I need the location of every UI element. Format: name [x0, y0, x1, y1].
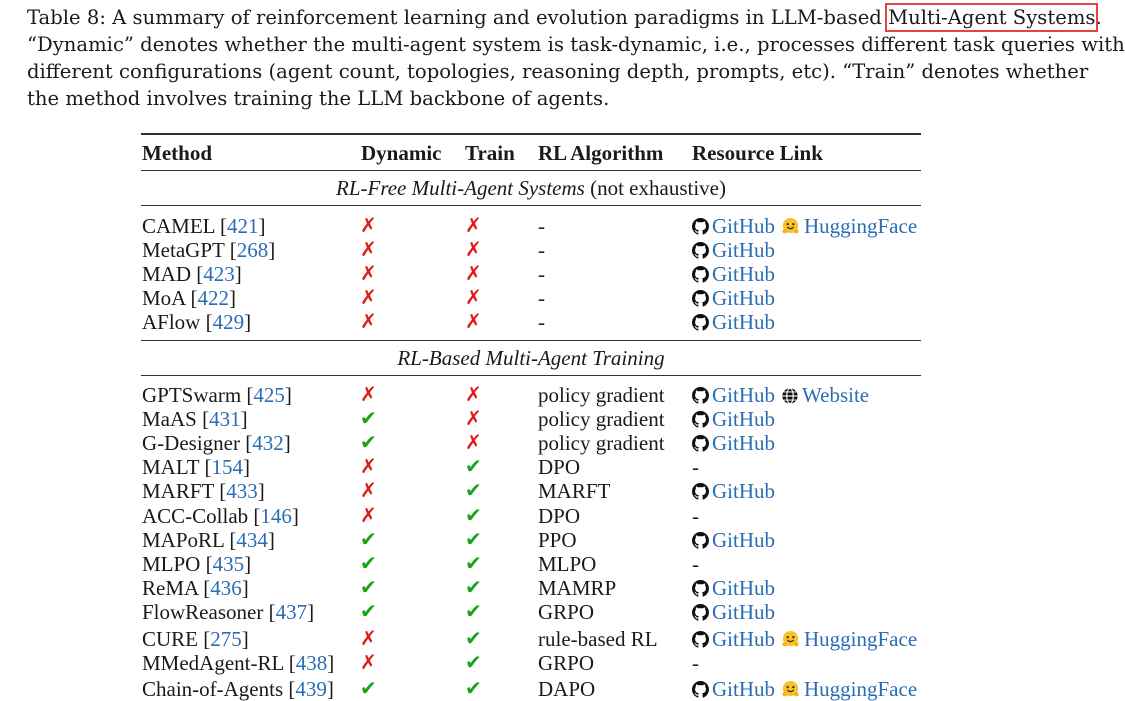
section-title-rl-based: RL-Based Multi-Agent Training — [397, 346, 665, 370]
check-icon: ✔ — [465, 529, 482, 551]
ref-bracket: [ — [203, 576, 211, 600]
github-icon — [692, 310, 712, 334]
resource-link-cell — [692, 528, 775, 552]
citation-link[interactable]: 436 — [210, 576, 242, 600]
rl-algorithm-cell: policy gradient — [538, 383, 665, 407]
check-icon: ✔ — [465, 456, 482, 478]
check-icon: ✔ — [360, 601, 377, 623]
github-link[interactable] — [692, 576, 775, 600]
ref-bracket: ] — [241, 627, 249, 651]
rl-algorithm-cell: policy gradient — [538, 407, 665, 431]
rl-algorithm-cell: MARFT — [538, 479, 611, 503]
ref-bracket: ] — [326, 677, 334, 701]
citation-link[interactable]: 268 — [236, 238, 269, 262]
link-label: GitHub — [712, 214, 775, 238]
link-label: GitHub — [712, 238, 775, 262]
header-train: Train — [465, 141, 515, 165]
link-label: GitHub — [712, 600, 775, 624]
method-name: MAD — [142, 262, 197, 286]
caption-line-2: “Dynamic” denotes whether the multi-agent system is task-dynamic, i.e., processes different task queries with — [27, 33, 1125, 56]
rl-algorithm-cell: - — [538, 310, 545, 334]
resource-link-cell — [692, 407, 775, 431]
link-label: GitHub — [712, 479, 775, 503]
rl-algorithm-cell: GRPO — [538, 600, 595, 624]
method-cell-malt — [142, 455, 250, 479]
ref-bracket: [ — [202, 407, 210, 431]
method-name: MLPO — [142, 552, 206, 576]
citation-link[interactable]: 435 — [212, 552, 245, 576]
resource-link-empty: - — [692, 651, 699, 675]
citation-link[interactable]: 146 — [260, 504, 292, 528]
rl-algorithm-cell: - — [538, 238, 545, 262]
method-name: CAMEL — [142, 214, 220, 238]
ref-bracket: ] — [268, 238, 276, 262]
cross-icon: ✗ — [465, 408, 482, 430]
resource-link-cell — [692, 214, 917, 238]
github-icon — [692, 479, 712, 503]
top-rule — [141, 133, 921, 135]
link-label: GitHub — [712, 431, 775, 455]
header-method: Method — [142, 141, 212, 165]
ref-bracket: [ — [229, 238, 237, 262]
citation-link[interactable]: 422 — [197, 286, 229, 310]
ref-bracket: ] — [228, 286, 236, 310]
huggingface-link[interactable] — [775, 677, 917, 701]
github-link[interactable] — [692, 479, 775, 503]
resource-link-cell — [692, 286, 775, 310]
ref-bracket: [ — [245, 431, 253, 455]
method-cell-mmedagent-rl — [142, 651, 334, 675]
citation-link[interactable]: 431 — [209, 407, 241, 431]
ref-bracket: [ — [190, 286, 198, 310]
section-rule-1 — [141, 205, 921, 206]
ref-bracket: [ — [288, 677, 296, 701]
check-icon: ✔ — [360, 678, 377, 700]
method-name: MetaGPT — [142, 238, 230, 262]
cross-icon: ✗ — [360, 480, 377, 502]
link-label: GitHub — [712, 286, 775, 310]
link-label: GitHub — [712, 262, 775, 286]
github-link[interactable] — [692, 407, 775, 431]
ref-bracket: ] — [241, 576, 249, 600]
website-link[interactable] — [775, 383, 869, 407]
cross-icon: ✗ — [465, 432, 482, 454]
cross-icon: ✗ — [465, 215, 482, 237]
link-label: GitHub — [712, 383, 775, 407]
github-icon — [692, 431, 712, 455]
ref-bracket: ] — [244, 552, 252, 576]
github-link[interactable] — [692, 677, 775, 701]
cross-icon: ✗ — [360, 505, 377, 527]
resource-link-empty: - — [692, 552, 699, 576]
check-icon: ✔ — [465, 480, 482, 502]
citation-link[interactable]: 439 — [295, 677, 327, 701]
link-label: GitHub — [712, 677, 775, 701]
citation-link[interactable]: 433 — [226, 479, 258, 503]
github-link[interactable] — [692, 262, 775, 286]
huggingface-link[interactable] — [775, 627, 917, 651]
github-link[interactable] — [692, 286, 775, 310]
cross-icon: ✗ — [360, 384, 377, 406]
header-rl-algorithm: RL Algorithm — [538, 141, 664, 165]
ref-bracket: ] — [327, 651, 335, 675]
github-icon — [692, 600, 712, 624]
ref-bracket: [ — [246, 383, 254, 407]
method-name: G-Designer — [142, 431, 246, 455]
resource-link-cell — [692, 600, 775, 624]
link-label: Website — [802, 383, 870, 407]
cross-icon: ✗ — [465, 239, 482, 261]
ref-bracket: ] — [244, 310, 252, 334]
rl-algorithm-cell: DAPO — [538, 677, 596, 701]
cross-icon: ✗ — [360, 263, 377, 285]
resource-link-cell — [692, 238, 775, 262]
resource-link-cell — [692, 677, 917, 701]
method-cell-flowreasoner — [142, 600, 314, 624]
method-cell-acc-collab — [142, 504, 299, 528]
check-icon: ✔ — [360, 529, 377, 551]
rl-algorithm-cell: - — [538, 262, 545, 286]
globe-icon — [775, 383, 802, 407]
link-label: GitHub — [712, 627, 775, 651]
cross-icon: ✗ — [465, 263, 482, 285]
rl-algorithm-cell: DPO — [538, 504, 581, 528]
cross-icon: ✗ — [465, 384, 482, 406]
check-icon: ✔ — [360, 408, 377, 430]
rl-algorithm-cell: - — [538, 286, 545, 310]
github-link[interactable] — [692, 383, 775, 407]
method-name: MARFT — [142, 479, 220, 503]
method-cell-maas — [142, 407, 248, 431]
cross-icon: ✗ — [360, 652, 377, 674]
ref-bracket: [ — [229, 528, 237, 552]
method-cell-mlpo — [142, 552, 251, 576]
ref-bracket: [ — [196, 262, 204, 286]
method-cell-marft — [142, 479, 265, 503]
rl-algorithm-cell: PPO — [538, 528, 577, 552]
check-icon: ✔ — [465, 628, 482, 650]
ref-bracket: [ — [203, 627, 211, 651]
huggingface-icon — [775, 214, 804, 238]
citation-link[interactable]: 434 — [236, 528, 268, 552]
link-label: GitHub — [712, 407, 775, 431]
rl-algorithm-cell: policy gradient — [538, 431, 665, 455]
cross-icon: ✗ — [465, 311, 482, 333]
rl-algorithm-cell: GRPO — [538, 651, 595, 675]
check-icon: ✔ — [465, 678, 482, 700]
ref-bracket: [ — [219, 214, 227, 238]
github-link[interactable] — [692, 627, 775, 651]
github-icon — [692, 528, 712, 552]
ref-bracket: ] — [283, 431, 291, 455]
method-name: MoA — [142, 286, 191, 310]
header-dynamic: Dynamic — [361, 141, 442, 165]
method-name: GPTSwarm — [142, 383, 247, 407]
rl-algorithm-cell: MAMRP — [538, 576, 617, 600]
ref-bracket: ] — [240, 407, 248, 431]
header-resource-link: Resource Link — [692, 141, 823, 165]
citation-link[interactable]: 154 — [211, 455, 243, 479]
ref-bracket: [ — [205, 310, 213, 334]
resource-link-cell — [692, 431, 775, 455]
cross-icon: ✗ — [360, 456, 377, 478]
link-label: HuggingFace — [804, 627, 918, 651]
method-cell-chain-of-agents — [142, 677, 334, 701]
resource-link-cell — [692, 383, 869, 407]
method-cell-camel — [142, 214, 265, 238]
resource-link-empty: - — [692, 455, 699, 479]
method-cell-cure — [142, 627, 249, 651]
ref-bracket: [ — [219, 479, 227, 503]
section-title-rl-free: RL-Free Multi-Agent Systems (not exhaustive) — [336, 176, 726, 200]
link-label: GitHub — [712, 528, 775, 552]
ref-bracket: [ — [253, 504, 261, 528]
resource-link-cell — [692, 627, 917, 651]
section-rule-3 — [141, 375, 921, 376]
rl-algorithm-cell: rule-based RL — [538, 627, 658, 651]
citation-link[interactable]: 437 — [275, 600, 308, 624]
github-icon — [692, 407, 712, 431]
ref-bracket: ] — [267, 528, 275, 552]
method-cell-moa — [142, 286, 236, 310]
method-name: MMedAgent-RL — [142, 651, 289, 675]
method-name: CURE — [142, 627, 204, 651]
citation-link[interactable]: 438 — [295, 651, 328, 675]
method-cell-metagpt — [142, 238, 275, 262]
resource-link-cell — [692, 576, 775, 600]
citation-link[interactable]: 425 — [253, 383, 285, 407]
cross-icon: ✗ — [360, 239, 377, 261]
github-icon — [692, 214, 712, 238]
github-icon — [692, 677, 712, 701]
header-rule — [141, 170, 921, 171]
method-name: MALT — [142, 455, 205, 479]
method-name: AFlow — [142, 310, 206, 334]
link-label: GitHub — [712, 576, 775, 600]
citation-link[interactable]: 432 — [252, 431, 284, 455]
caption-line-3: different configurations (agent count, topologies, reasoning depth, prompts, etc). “Train” denotes whether — [27, 60, 1089, 83]
cross-icon: ✗ — [360, 287, 377, 309]
caption-line-4: the method involves training the LLM backbone of agents. — [27, 87, 610, 110]
citation-link[interactable]: 275 — [210, 627, 242, 651]
ref-bracket: [ — [288, 651, 296, 675]
link-label: GitHub — [712, 310, 775, 334]
method-cell-aflow — [142, 310, 251, 334]
method-cell-g-designer — [142, 431, 291, 455]
citation-link[interactable]: 423 — [203, 262, 235, 286]
link-label: HuggingFace — [804, 214, 918, 238]
cross-icon: ✗ — [465, 287, 482, 309]
check-icon: ✔ — [360, 553, 377, 575]
cross-icon: ✗ — [360, 311, 377, 333]
github-link[interactable] — [692, 528, 775, 552]
method-cell-rema — [142, 576, 249, 600]
github-link[interactable] — [692, 310, 775, 334]
github-icon — [692, 383, 712, 407]
huggingface-icon — [775, 677, 804, 701]
resource-link-cell — [692, 479, 775, 503]
check-icon: ✔ — [465, 553, 482, 575]
method-name: ReMA — [142, 576, 204, 600]
rl-algorithm-cell: MLPO — [538, 552, 597, 576]
method-cell-gptswarm — [142, 383, 292, 407]
ref-bracket: ] — [257, 479, 265, 503]
check-icon: ✔ — [360, 577, 377, 599]
method-cell-mad — [142, 262, 242, 286]
method-name: Chain-of-Agents — [142, 677, 289, 701]
rl-algorithm-cell: - — [538, 214, 545, 238]
github-link[interactable] — [692, 238, 775, 262]
method-cell-maporl — [142, 528, 275, 552]
caption-line-1: Table 8: A summary of reinforcement learning and evolution paradigms in LLM-based Multi-Agent Systems. — [27, 6, 1102, 29]
method-name: FlowReasoner — [142, 600, 269, 624]
github-icon — [692, 286, 712, 310]
check-icon: ✔ — [465, 652, 482, 674]
check-icon: ✔ — [465, 505, 482, 527]
ref-bracket: ] — [258, 214, 266, 238]
ref-bracket: ] — [242, 455, 250, 479]
resource-link-empty: - — [692, 504, 699, 528]
citation-link[interactable]: 429 — [212, 310, 245, 334]
method-name: MaAS — [142, 407, 203, 431]
resource-link-cell — [692, 262, 775, 286]
check-icon: ✔ — [360, 432, 377, 454]
check-icon: ✔ — [465, 577, 482, 599]
ref-bracket: ] — [234, 262, 242, 286]
citation-link[interactable]: 421 — [226, 214, 259, 238]
github-icon — [692, 262, 712, 286]
ref-bracket: ] — [307, 600, 315, 624]
method-name: ACC-Collab — [142, 504, 254, 528]
cross-icon: ✗ — [360, 628, 377, 650]
ref-bracket: ] — [291, 504, 299, 528]
huggingface-link[interactable] — [775, 214, 917, 238]
ref-bracket: ] — [284, 383, 292, 407]
rl-algorithm-cell: DPO — [538, 455, 581, 479]
section-rule-2 — [141, 340, 921, 341]
ref-bracket: [ — [268, 600, 276, 624]
cross-icon: ✗ — [360, 215, 377, 237]
link-label: HuggingFace — [804, 677, 918, 701]
github-link[interactable] — [692, 431, 775, 455]
github-link[interactable] — [692, 600, 775, 624]
table-caption — [27, 4, 1125, 112]
check-icon: ✔ — [465, 601, 482, 623]
huggingface-icon — [775, 627, 804, 651]
github-icon — [692, 576, 712, 600]
github-icon — [692, 627, 712, 651]
ref-bracket: [ — [205, 552, 213, 576]
github-icon — [692, 238, 712, 262]
resource-link-cell — [692, 310, 775, 334]
highlighted-phrase: Multi-Agent Systems — [888, 6, 1096, 29]
ref-bracket: [ — [204, 455, 212, 479]
method-name: MAPoRL — [142, 528, 230, 552]
github-link[interactable] — [692, 214, 775, 238]
